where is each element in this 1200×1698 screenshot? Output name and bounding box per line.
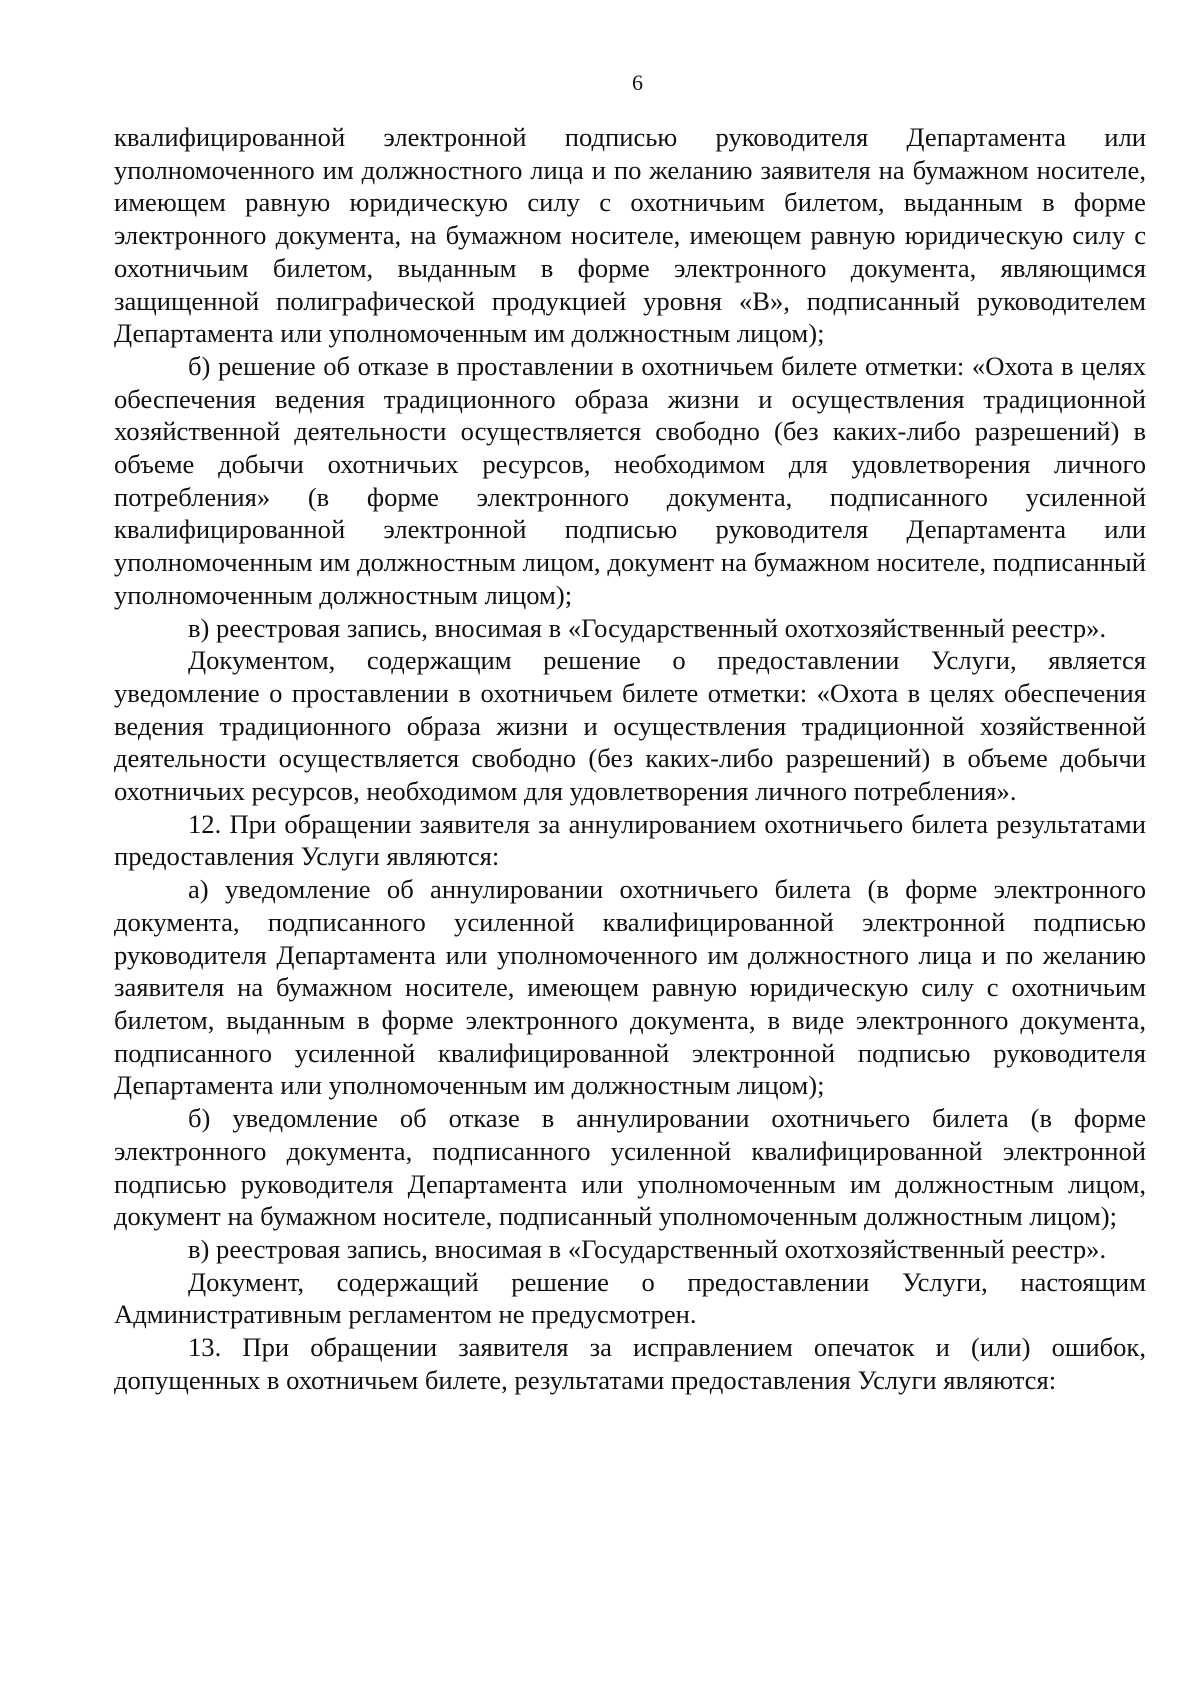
paragraph-decision-document: Документом, содержащим решение о предоставлении Услуги, является уведомление о проставлении в охотничьем билете отметки: «Охота в целях обеспечения ведения традиционного образа жизни и осуществления традиционной хозяйственной деятельности осуществляется свободно (без каких-либо разрешений) в объеме добычи охотничьих ресурсов, необходимом для удовлетворения личного потребления». [114, 645, 1146, 807]
paragraph-clause-13: 13. При обращении заявителя за исправлением опечаток и (или) ошибок, допущенных в охотничьем билете, результатами предоставления Услуги являются: [114, 1332, 1146, 1395]
document-body [114, 121, 1146, 1396]
paragraph-item-a-annulment: а) уведомление об аннулировании охотничьего билета (в форме электронного документа, подписанного усиленной квалифицированной электронной подписью руководителя Департамента или уполномоченного им должностного лица и по желанию заявителя на бумажном носителе, имеющем равную юридическую силу с охотничьим билетом, выданным в форме электронного документа, в виде электронного документа, подписанного усиленной квалифицированной электронной подписью руководителя Департамента или уполномоченным им должностным лицом); [114, 874, 1146, 1101]
paragraph-item-v-registry: в) реестровая запись, вносимая в «Государственный охотхозяйственный реестр». [188, 612, 1107, 643]
paragraph-no-decision-document: Документ, содержащий решение о предоставлении Услуги, настоящим Административным регламентом не предусмотрен. [114, 1266, 1146, 1330]
paragraph-clause-12: 12. При обращении заявителя за аннулированием охотничьего билета результатами предоставления Услуги являются: [114, 808, 1146, 872]
paragraph-item-v-registry-2: в) реестровая запись, вносимая в «Государственный охотхозяйственный реестр». [188, 1233, 1107, 1264]
paragraph-item-b-annulment-refusal: б) уведомление об отказе в аннулировании охотничьего билета (в форме электронного документа, подписанного усиленной квалифицированной электронной подписью руководителя Департамента или уполномоченным им должностным лицом, документ на бумажном носителе, подписанный уполномоченным должностным лицом); [114, 1103, 1146, 1232]
page-number: 6 [632, 70, 643, 95]
paragraph-item-b-refusal: б) решение об отказе в проставлении в охотничьем билете отметки: «Охота в целях обеспечения ведения традиционного образа жизни и осуществления традиционной хозяйственной деятельности осуществляется свободно (без каких-либо разрешений) в объеме добычи охотничьих ресурсов, необходимом для удовлетворения личного потребления» (в форме электронного документа, подписанного усиленной квалифицированной электронной подписью руководителя Департамента или уполномоченным им должностным лицом, документ на бумажном носителе, подписанный уполномоченным должностным лицом); [114, 350, 1146, 610]
paragraph-continuation: квалифицированной электронной подписью руководителя Департамента или уполномоченного им должностного лица и по желанию заявителя на бумажном носителе, имеющем равную юридическую силу с охотничьим билетом, выданным в форме электронного документа, на бумажном носителе, имеющем равную юридическую силу с охотничьим билетом, выданным в форме электронного документа, являющимся защищенной полиграфической продукцией уровня «В», подписанный руководителем Департамента или уполномоченным им должностным лицом); [114, 122, 1146, 349]
